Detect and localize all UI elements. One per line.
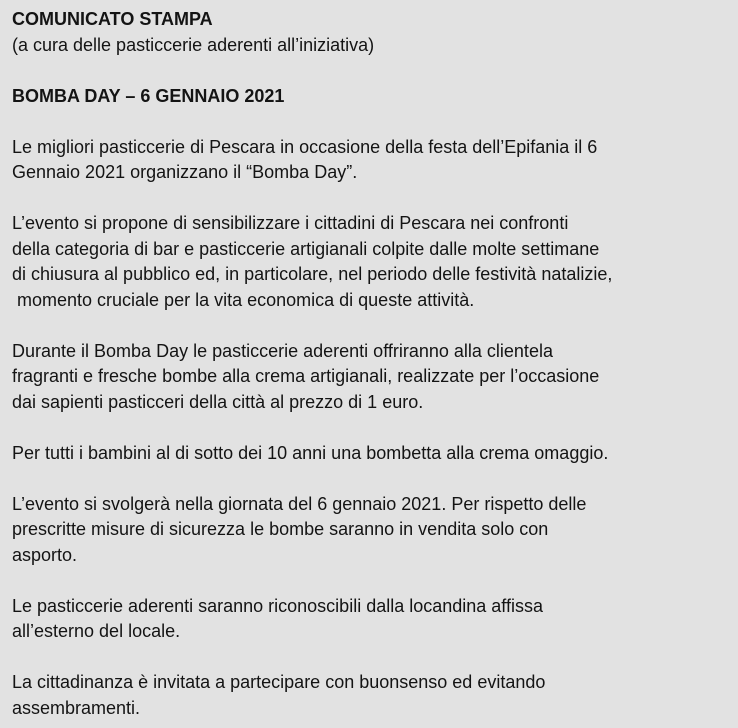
paragraph-line: all’esterno del locale. [12, 621, 181, 641]
paragraph-line: dai sapienti pasticceri della città al prezzo di 1 euro. [12, 391, 424, 412]
spacer [12, 186, 734, 212]
paragraph-line: L’evento si svolgerà nella giornata del 6 gennaio 2021. Per rispetto delle [12, 493, 587, 514]
paragraph-recognition [12, 594, 734, 645]
paragraph-line: Per tutti i bambini al di sotto dei 10 anni una bombetta alla crema omaggio. [12, 442, 609, 463]
paragraph-line: L’evento si propone di sensibilizzare i cittadini di Pescara nei confronti [12, 213, 569, 233]
paragraph-line: asporto. [12, 544, 78, 565]
spacer [12, 313, 734, 339]
paragraph-line: La cittadinanza è invitata a partecipare con buonsenso ed evitando [12, 672, 546, 692]
spacer [12, 645, 734, 671]
document-subtitle: (a cura delle pasticcerie aderenti all’iniziativa) [12, 34, 375, 55]
paragraph-children [12, 441, 734, 467]
paragraph-line: Gennaio 2021 organizzano il “Bomba Day”. [12, 162, 358, 182]
spacer [12, 568, 734, 594]
paragraph-line: assembramenti. [12, 697, 141, 718]
paragraph-offer [12, 339, 734, 416]
document-title: COMUNICATO STAMPA [12, 9, 213, 29]
event-title: BOMBA DAY – 6 GENNAIO 2021 [12, 85, 285, 106]
spacer [12, 415, 734, 441]
paragraph-line: Le migliori pasticcerie di Pescara in occasione della festa dell’Epifania il 6 [12, 136, 598, 157]
press-release-document [12, 7, 734, 721]
paragraph-line: prescritte misure di sicurezza le bombe saranno in vendita solo con [12, 519, 549, 539]
paragraph-invitation [12, 670, 734, 721]
spacer [12, 466, 734, 492]
paragraph-line: Durante il Bomba Day le pasticcerie aderenti offriranno alla clientela [12, 340, 553, 361]
spacer [12, 109, 734, 135]
paragraph-purpose [12, 211, 734, 313]
paragraph-intro [12, 135, 734, 186]
paragraph-line: della categoria di bar e pasticcerie artigianali colpite dalle molte settimane [12, 238, 600, 259]
paragraph-date-safety [12, 492, 734, 569]
paragraph-line: di chiusura al pubblico ed, in particolare, nel periodo delle festività natalizie, [12, 264, 613, 284]
paragraph-line: momento cruciale per la vita economica di queste attività. [12, 289, 475, 310]
spacer [12, 58, 734, 84]
paragraph-line: Le pasticcerie aderenti saranno riconoscibili dalla locandina affissa [12, 595, 543, 616]
paragraph-line: fragranti e fresche bombe alla crema artigianali, realizzate per l’occasione [12, 366, 600, 386]
